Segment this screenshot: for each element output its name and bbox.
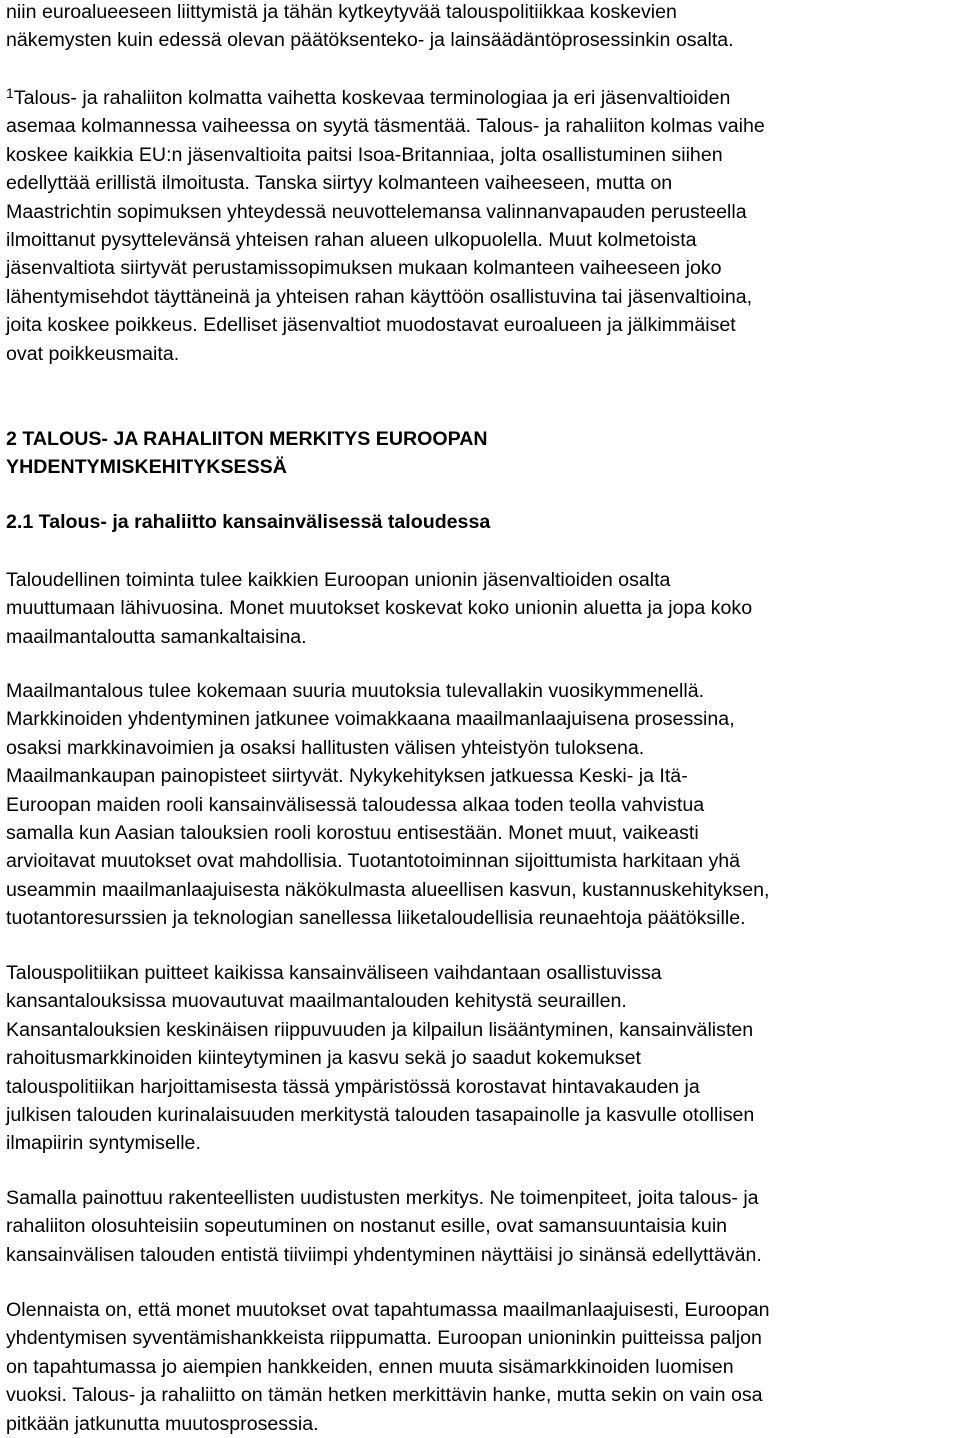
subsection-heading: 2.1 Talous- ja rahaliitto kansainvälisessä taloudessa bbox=[6, 511, 491, 533]
footnote-text: Talous- ja rahaliiton kolmatta vaihetta koskevaa terminologiaa ja eri jäsenvaltioiden asemaa kolmannessa vaiheessa on syytä täsmentää. Talous- ja rahaliiton kolmas vaihe koskee kaikkia EU:n jäsenvaltioita paitsi Isoa-Britanniaa, jolta osallistuminen siihen edellyttää erillistä ilmoitusta. Tanska siirtyy kolmanteen vaiheeseen, mutta on Maastrichtin sopimuksen yhteydessä neuvottelemansa valinnanvapauden perusteella ilmoittanut pysyttelevänsä yhteisen rahan alueen ulkopuolella. Muut kolmetoista jäsenvaltiota siirtyvät perustamissopimuksen mukaan kolmanteen vaiheeseen joko lähentymisehdot täyttäneinä ja yhteisen rahan käyttöön osallistuvina tai jäsenvaltioina, joita koskee poikkeus. Edelliset jäsenvaltiot muodostavat euroalueen ja jälkimmäiset ovat poikkeusmaita. bbox=[6, 87, 765, 365]
paragraph-4: Samalla painottuu rakenteellisten uudistusten merkitys. Ne toimenpiteet, joita talous- ja rahaliiton olosuhteisiin sopeutuminen on nostanut esille, ovat samansuuntaisia kuin kansainvälisen talouden entistä tiiviimpi yhdentyminen näyttäisi jo sinänsä edellyttävän. bbox=[6, 1187, 762, 1266]
paragraph-3: Talouspolitiikan puitteet kaikissa kansainväliseen vaihdantaan osallistuvissa kansantalouksissa muovautuvat maailmantalouden kehitystä seuraillen. Kansantalouksien keskinäisen riippuvuuden ja kilpailun lisääntyminen, kansainvälisten rahoitusmarkkinoiden kiinteytyminen ja kasvu sekä jo saadut kokemukset talouspolitiikan harjoittamisesta tässä ympäristössä korostavat hintavakauden ja julkisen talouden kurinalaisuuden merkitystä talouden tasapainolle ja kasvulle otollisen ilmapiirin syntymiselle. bbox=[6, 962, 755, 1155]
section-heading: 2 TALOUS- JA RAHALIITON MERKITYS EUROOPAN YHDENTYMISKEHITYKSESSÄ bbox=[6, 428, 488, 479]
intro-paragraph: niin euroalueeseen liittymistä ja tähän kytkeytyvää talouspolitiikkaa koskevien näkemysten kuin edessä olevan päätöksenteko- ja lainsäädäntöprosessinkin osalta. bbox=[6, 1, 734, 52]
footnote-paragraph bbox=[6, 84, 765, 368]
paragraph-5: Olennaista on, että monet muutokset ovat tapahtumassa maailmanlaajuisesti, Euroopan yhdentymisen syventämishankkeista riippumatta. Euroopan unioninkin puitteissa paljon on tapahtumassa jo aiempien hankkeiden, ennen muuta sisämarkkinoiden luomisen vuoksi. Talous- ja rahaliitto on tämän hetken merkittävin hanke, mutta sekin on vain osa pitkään jatkunutta muutosprosessia. bbox=[6, 1299, 770, 1435]
paragraph-1: Taloudellinen toiminta tulee kaikkien Euroopan unionin jäsenvaltioiden osalta muuttumaan lähivuosina. Monet muutokset koskevat koko unionin aluetta ja jopa koko maailmantaloutta samankaltaisina. bbox=[6, 569, 753, 648]
paragraph-2: Maailmantalous tulee kokemaan suuria muutoksia tulevallakin vuosikymmenellä. Markkinoiden yhdentyminen jatkunee voimakkaana maailmanlaajuisena prosessina, osaksi markkinavoimien ja osaksi hallitusten välisen yhteistyön tuloksena. Maailmankaupan painopisteet siirtyvät. Nykykehityksen jatkuessa Keski- ja Itä- Euroopan maiden rooli kansainvälisessä taloudessa alkaa toden teolla vahvistua samalla kun Aasian talouksien rooli korostuu entisestään. Monet muut, vaikeasti arvioitavat muutokset ovat mahdollisia. Tuotantotoiminnan sijoittumista harkitaan yhä useammin maailmanlaajuisesta näkökulmasta alueellisen kasvun, kustannuskehityksen, tuotantoresurssien ja teknologian sanellessa liiketaloudellisia reunaehtoja päätöksille. bbox=[6, 680, 770, 930]
footnote-marker: 1 bbox=[6, 85, 14, 101]
